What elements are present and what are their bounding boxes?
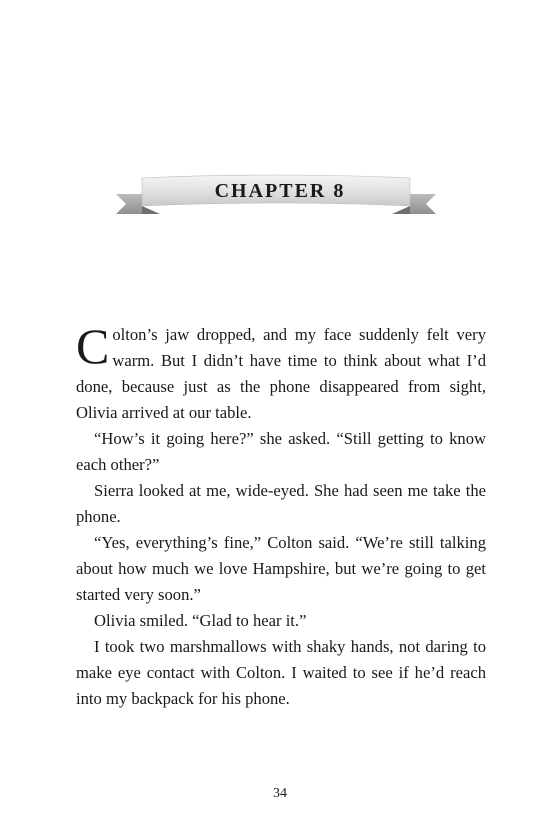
paragraph: I took two marshmallows with shaky hands, not daring to make eye contact with Colton. I waited to see if he’d reach into my backpack for his phone.	[76, 637, 486, 708]
body-text	[76, 318, 486, 712]
paragraph	[76, 318, 486, 426]
paragraph: Olivia smiled. “Glad to hear it.”	[94, 611, 307, 630]
chapter-title: CHAPTER 8	[214, 180, 346, 202]
paragraph: Sierra looked at me, wide-eyed. She had seen me take the phone.	[76, 481, 486, 526]
drop-cap: C	[76, 318, 110, 374]
paragraph: “Yes, everything’s fine,” Colton said. “We’re still talking about how much we love Hampshire, but we’re going to get started very soon.”	[76, 533, 486, 604]
page-number: 34	[273, 786, 287, 801]
paragraph-text: olton’s jaw dropped, and my face suddenly felt very warm. But I didn’t have time to think about what I’d done, because just as the phone disappeared from sight, Olivia arrived at our table.	[76, 325, 486, 422]
paragraph: “How’s it going here?” she asked. “Still getting to know each other?”	[76, 429, 486, 474]
